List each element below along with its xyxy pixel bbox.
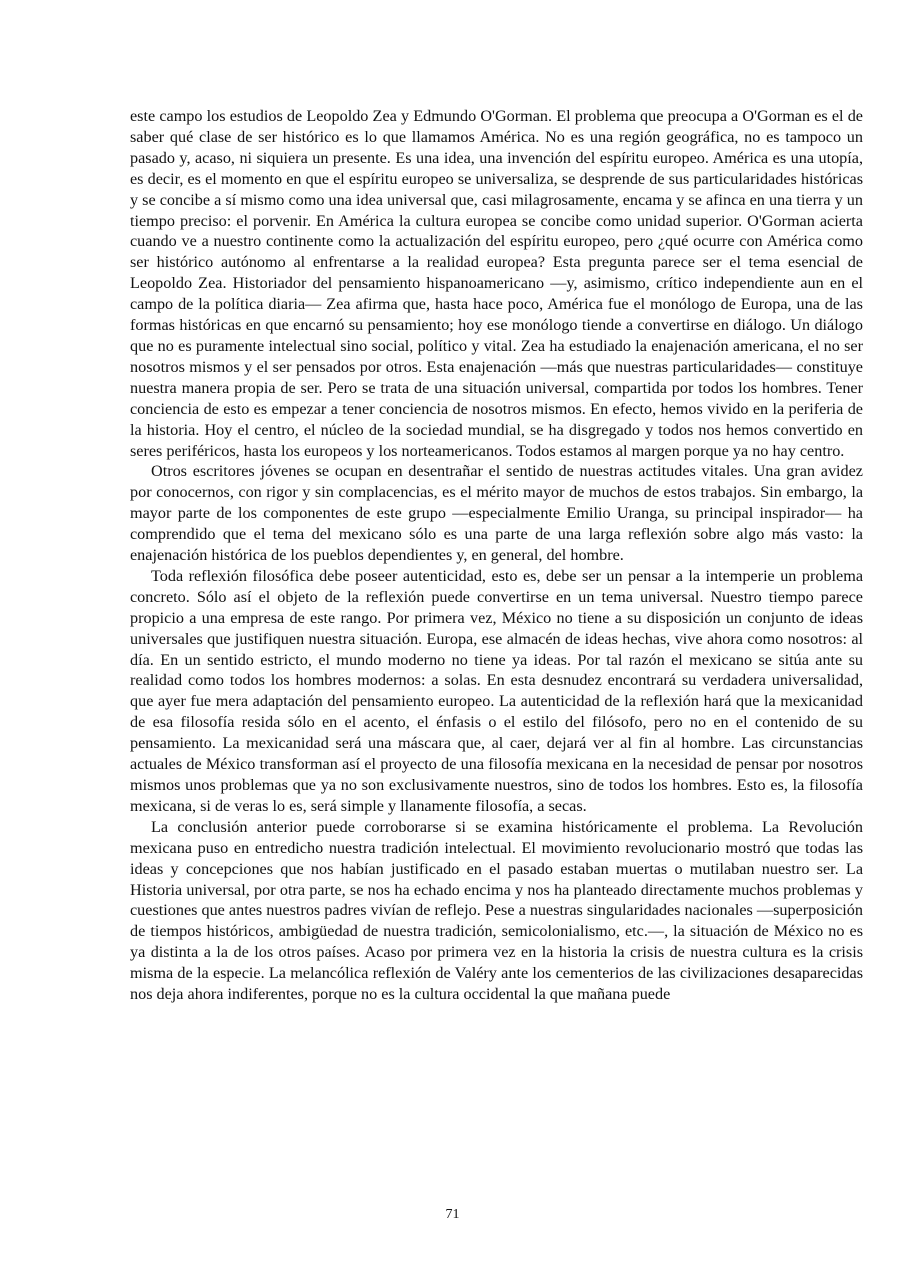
- paragraph-4: La conclusión anterior puede corroborarse si se examina históricamente el problema. La Revolución mexicana puso en entredicho nuestra tradición intelectual. El movimiento revolucionario mostró que todas las ideas y concepciones que nos habían justificado en el pasado estaban muertas o mutilaban nuestro ser. La Historia universal, por otra parte, se nos ha echado encima y nos ha planteado directamente muchos problemas y cuestiones que antes nuestros padres vivían de reflejo. Pese a nuestras singularidades nacionales —superposición de tiempos históricos, ambigüedad de nuestra tradición, semicolonialismo, etc.—, la situación de México no es ya distinta a la de los otros países. Acaso por primera vez en la historia la crisis de nuestra cultura es la crisis misma de la especie. La melancólica reflexión de Valéry ante los cementerios de las civilizaciones desaparecidas nos deja ahora indiferentes, porque no es la cultura occidental la que mañana puede: [130, 817, 863, 1004]
- body-text: [130, 106, 863, 1005]
- page-number: 71: [445, 1207, 460, 1222]
- paragraph-3: Toda reflexión filosófica debe poseer autenticidad, esto es, debe ser un pensar a la intemperie un problema concreto. Sólo así el objeto de la reflexión puede convertirse en un tema universal. Nuestro tiempo parece propicio a una empresa de este rango. Por primera vez, México no tiene a su disposición un conjunto de ideas universales que justifiquen nuestra situación. Europa, ese almacén de ideas hechas, vive ahora como nosotros: al día. En un sentido estricto, el mundo moderno no tiene ya ideas. Por tal razón el mexicano se sitúa ante su realidad como todos los hombres modernos: a solas. En esta desnudez encontrará su verdadera universalidad, que ayer fue mera adaptación del pensamiento europeo. La autenticidad de la reflexión hará que la mexicanidad de esa filosofía resida sólo en el acento, el énfasis o el estilo del filósofo, pero no en el contenido de su pensamiento. La mexicanidad será una máscara que, al caer, dejará ver al fin al hombre. Las circunstancias actuales de México transforman así el proyecto de una filosofía mexicana en la necesidad de pensar por nosotros mismos unos problemas que ya no son exclusivamente nuestros, sino de todos los hombres. Esto es, la filosofía mexicana, si de veras lo es, será simple y llanamente filosofía, a secas.: [130, 566, 863, 815]
- paragraph-2: Otros escritores jóvenes se ocupan en desentrañar el sentido de nuestras actitudes vitales. Una gran avidez por conocernos, con rigor y sin complacencias, es el mérito mayor de muchos de estos trabajos. Sin embargo, la mayor parte de los componentes de este grupo —especialmente Emilio Uranga, su principal inspirador— ha comprendido que el tema del mexicano sólo es una parte de una larga reflexión sobre algo más vasto: la enajenación histórica de los pueblos dependientes y, en general, del hombre.: [130, 462, 863, 565]
- paragraph-1: este campo los estudios de Leopoldo Zea y Edmundo O'Gorman. El problema que preocupa a O'Gorman es el de saber qué clase de ser histórico es lo que llamamos América. No es una región geográfica, no es tampoco un pasado y, acaso, ni siquiera un presente. Es una idea, una invención del espíritu europeo. América es una utopía, es decir, es el momento en que el espíritu europeo se universaliza, se desprende de sus particularidades históricas y se concibe a sí mismo como una idea universal que, casi milagrosamente, encama y se afinca en una tierra y un tiempo preciso: el porvenir. En América la cultura europea se concibe como unidad superior. O'Gorman acierta cuando ve a nuestro continente como la actualización del espíritu europeo, pero ¿qué ocurre con América como ser histórico autónomo al enfrentarse a la realidad europea? Esta pregunta parece ser el tema esencial de Leopoldo Zea. Historiador del pensamiento hispanoamericano —y, asimismo, crítico independiente aun en el campo de la política diaria— Zea afirma que, hasta hace poco, América fue el monólogo de Europa, una de las formas históricas en que encarnó su pensamiento; hoy ese monólogo tiende a convertirse en diálogo. Un diálogo que no es puramente intelectual sino social, político y vital. Zea ha estudiado la enajenación americana, el no ser nosotros mismos y el ser pensados por otros. Esta enajenación —más que nuestras particularidades— constituye nuestra manera propia de ser. Pero se trata de una situación universal, compartida por todos los hombres. Tener conciencia de esto es empezar a tener conciencia de nosotros mismos. En efecto, hemos vivido en la periferia de la historia. Hoy el centro, el núcleo de la sociedad mundial, se ha disgregado y todos nos hemos convertido en seres periféricos, hasta los europeos y los norteamericanos. Todos estamos al margen porque ya no hay centro.: [130, 107, 863, 460]
